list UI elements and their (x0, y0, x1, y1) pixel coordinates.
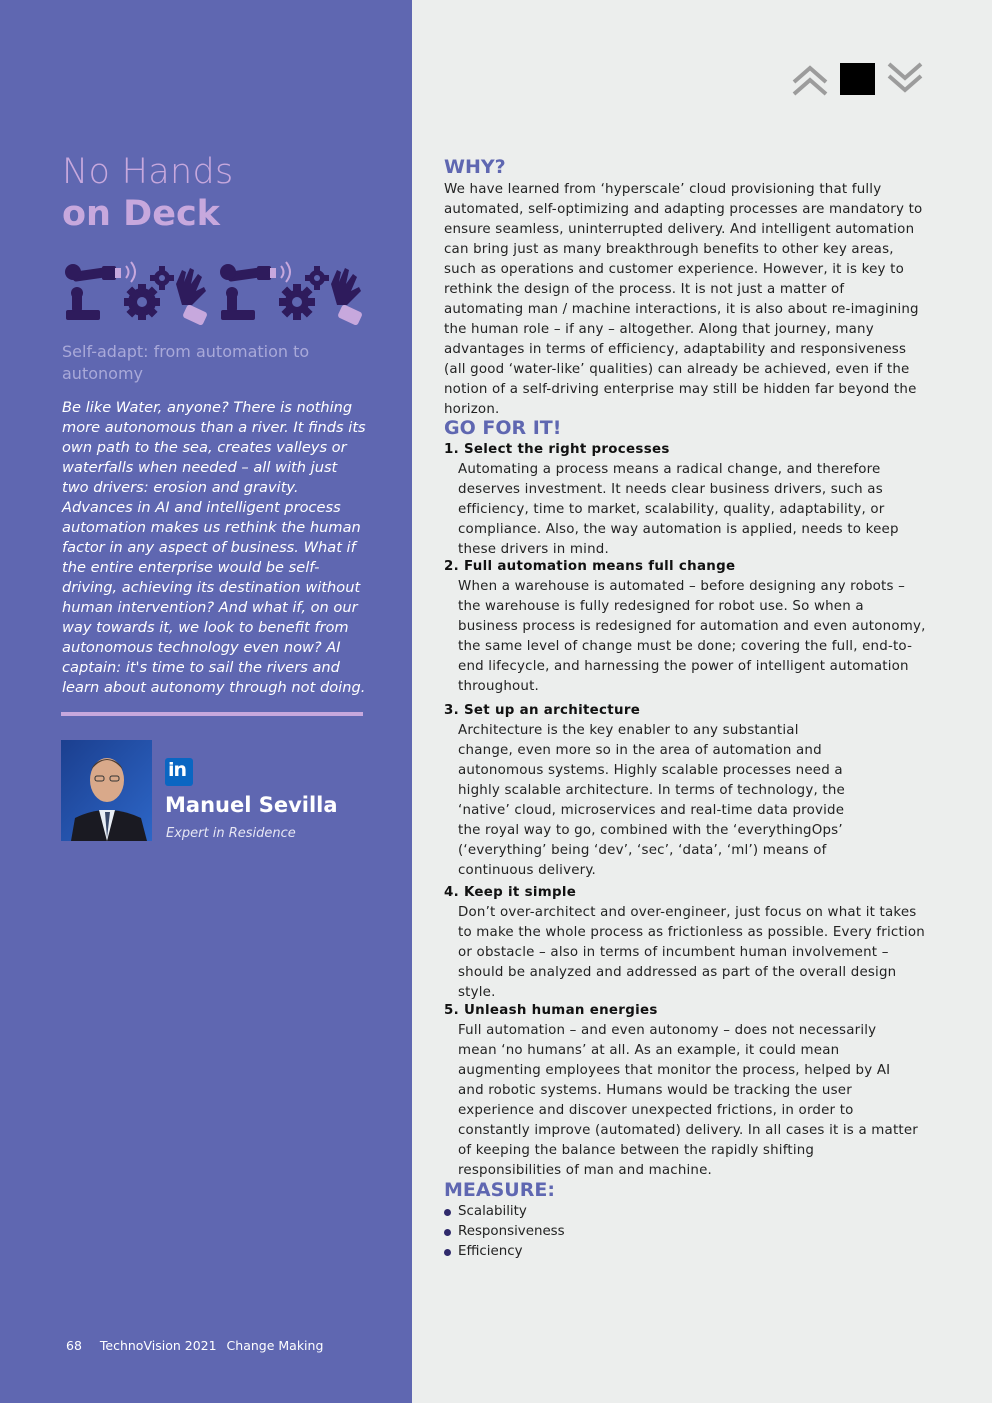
list-item: Responsiveness (444, 1222, 565, 1242)
page-number: 68 (66, 1338, 82, 1353)
measure-list (444, 1202, 565, 1262)
chevron-double-down-icon[interactable] (885, 60, 925, 98)
page-title-line2: on Deck (62, 194, 220, 234)
item-title-5: 5. Unleash human energies (444, 1003, 658, 1018)
linkedin-label: in (168, 759, 187, 781)
why-text: We have learned from ‘hyperscale’ cloud provisioning that fully automated, self-optimizing and adapting processes are mandatory to ensure seamless, uninterrupted delivery. And intelligent automation can bring just as many breakthrough benefits to other key areas, such as operations and customer experience. However, it is key to rethink the design of the process. It is not just a matter of automating man / machine interactions, it is also about re-imagining the human role – if any – altogether. Along that journey, many advantages in terms of efficiency, adaptability and responsiveness (all good ‘water-like’ qualities) can already be achieved, even if the notion of a self-driving enterprise may still be hidden far beyond the horizon. (444, 182, 923, 417)
item-title-2: 2. Full automation means full change (444, 559, 736, 574)
item-body-2: When a warehouse is automated – before designing any robots – the warehouse is fully redesigned for robot use. So when a business process is redesigned for automation and even autonomy, the same level of change must be done; covering the full, end-to-end lifecycle, and harnessing the power of intelligent automation throughout. (458, 579, 926, 694)
item-title-4: 4. Keep it simple (444, 885, 577, 900)
item-title-3: 3. Set up an architecture (444, 703, 641, 718)
square-icon[interactable] (840, 63, 875, 95)
linkedin-icon[interactable] (165, 758, 193, 786)
author-photo (61, 740, 152, 841)
page-navigation (790, 60, 925, 98)
section-subtitle: Self-adapt: from automation to autonomy (62, 342, 310, 383)
page-footer (66, 1338, 337, 1353)
section-name: Change Making (226, 1338, 324, 1353)
divider (61, 712, 363, 716)
publication-name: TechnoVision 2021 (99, 1338, 217, 1353)
item-title-1: 1. Select the right processes (444, 442, 670, 457)
measure-heading: MEASURE: (444, 1179, 555, 1201)
why-heading: WHY? (444, 156, 506, 178)
chevron-double-up-icon[interactable] (790, 60, 830, 98)
list-item: Scalability (444, 1202, 565, 1222)
item-body-4: Don’t over-architect and over-engineer, just focus on what it takes to make the whole process as frictionless as possible. Every friction or obstacle – also in terms of incumbent human involvement – should be analyzed and addressed as part of the overall design style. (458, 905, 925, 1000)
list-item: Efficiency (444, 1242, 565, 1262)
robot-arm-gear-hand-illustration (58, 258, 368, 326)
go-for-it-heading: GO FOR IT! (444, 417, 562, 439)
author-name: Manuel Sevilla (165, 793, 338, 817)
item-body-5: Full automation – and even autonomy – does not necessarily mean ‘no humans’ at all. As an example, it could mean augmenting employees that monitor the process, helped by AI and robotic systems. Humans would be tracking the user experience and discover unexpected frictions, in order to constantly improve (automated) delivery. In all cases it is a matter of keeping the balance between the rapidly shifting responsibilities of man and machine. (458, 1023, 919, 1178)
author-role: Expert in Residence (166, 826, 296, 841)
item-body-3: Architecture is the key enabler to any substantial change, even more so in the area of automation and autonomous systems. Highly scalable processes need a highly scalable architecture. In terms of technology, the ‘native’ cloud, microservices and real-time data provide the royal way to go, combined with the ‘everythingOps’ (‘everything’ being ‘dev’, ‘sec’, ‘data’, ‘ml’) means of continuous delivery. (458, 723, 845, 878)
page-title-line1: No Hands (62, 152, 234, 192)
intro-text: Be like Water, anyone? There is nothing more autonomous than a river. It finds its own path to the sea, creates valleys or waterfalls when needed – all with just two drivers: erosion and gravity. Advances in AI and intelligent process automation makes us rethink the human factor in any aspect of business. What if the entire enterprise would be self-driving, achieving its destination without human intervention? And what if, on our way towards it, we look to benefit from autonomous technology even now? AI captain: it's time to sail the rivers and learn about autonomy through not doing. (62, 399, 366, 696)
item-body-1: Automating a process means a radical change, and therefore deserves investment. It needs clear business drivers, such as efficiency, time to market, scalability, quality, adaptability, or compliance. Also, the way automation is applied, needs to keep these drivers in mind. (458, 462, 899, 557)
